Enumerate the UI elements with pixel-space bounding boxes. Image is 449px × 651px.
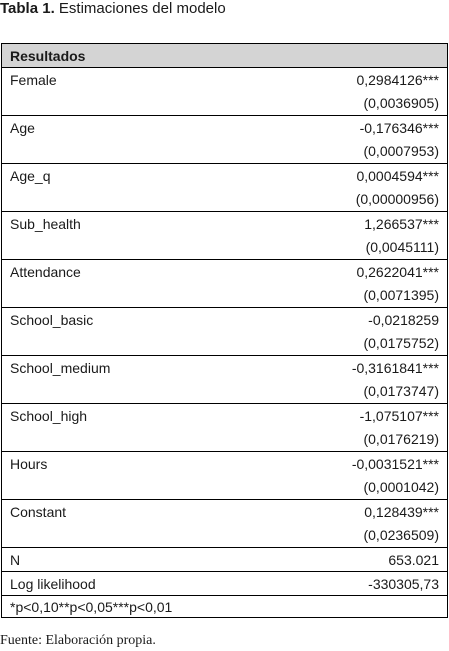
coefficient-value: -1,075107*** — [359, 407, 439, 424]
table-header-label: Resultados — [10, 47, 86, 64]
coefficient-value: -0,3161841*** — [351, 359, 439, 376]
coefficient-value: -0,176346*** — [359, 119, 439, 136]
coefficient-value: 1,266537*** — [364, 215, 439, 232]
variable-name: Hours — [10, 455, 48, 472]
coefficient-value: -0,0031521*** — [351, 455, 439, 472]
variable-name: Constant — [10, 503, 67, 520]
standard-error-value: (0,0236509) — [363, 527, 439, 544]
variable-name: School_medium — [10, 359, 111, 376]
standard-error-value: (0,0175752) — [363, 335, 439, 352]
variable-name: School_high — [10, 407, 88, 424]
table-row-school-medium — [2, 356, 447, 404]
standard-error-value: (0,0176219) — [363, 431, 439, 448]
standard-error-value: (0,0007953) — [363, 143, 439, 160]
stat-value: 653.021 — [388, 551, 439, 568]
standard-error-value: (0,0045111) — [365, 239, 439, 256]
table-title-label: Tabla 1. — [0, 0, 55, 17]
table-row-n — [2, 548, 447, 572]
standard-error-value: (0,0001042) — [363, 479, 439, 496]
results-table — [1, 43, 448, 618]
coefficient-value: 0,0004594*** — [356, 167, 439, 184]
table-row-school-basic — [2, 308, 447, 356]
stat-name: N — [10, 551, 21, 568]
stat-name: Log likelihood — [10, 575, 96, 592]
variable-name: School_basic — [10, 311, 94, 328]
table-title — [0, 0, 226, 20]
coefficient-value: -0,0218259 — [368, 311, 439, 328]
table-row-log-likelihood — [2, 572, 447, 596]
table-row-school-high — [2, 404, 447, 452]
table-row-female — [2, 68, 447, 116]
table-row-constant — [2, 500, 447, 548]
variable-name: Sub_health — [10, 215, 81, 232]
table-title-text: Estimaciones del modelo — [58, 0, 226, 17]
table-header — [2, 44, 447, 68]
variable-name: Attendance — [10, 263, 81, 280]
coefficient-value: 0,2984126*** — [356, 71, 439, 88]
standard-error-value: (0,00000956) — [355, 191, 439, 208]
coefficient-value: 0,128439*** — [364, 503, 439, 520]
table-row-age — [2, 116, 447, 164]
variable-name: Age — [10, 119, 35, 136]
table-row-hours — [2, 452, 447, 500]
table-row-sub-health — [2, 212, 447, 260]
standard-error-value: (0,0173747) — [363, 383, 439, 400]
variable-name: Female — [10, 71, 57, 88]
source-note: Fuente: Elaboración propia. — [0, 633, 156, 648]
variable-name: Age_q — [10, 167, 51, 184]
stat-value: -330305,73 — [368, 575, 439, 592]
significance-note — [2, 596, 447, 618]
standard-error-value: (0,0036905) — [363, 95, 439, 112]
table-row-attendance — [2, 260, 447, 308]
significance-note-text: *p<0,10**p<0,05***p<0,01 — [10, 598, 173, 615]
standard-error-value: (0,0071395) — [363, 287, 439, 304]
coefficient-value: 0,2622041*** — [356, 263, 439, 280]
table-row-age-q — [2, 164, 447, 212]
